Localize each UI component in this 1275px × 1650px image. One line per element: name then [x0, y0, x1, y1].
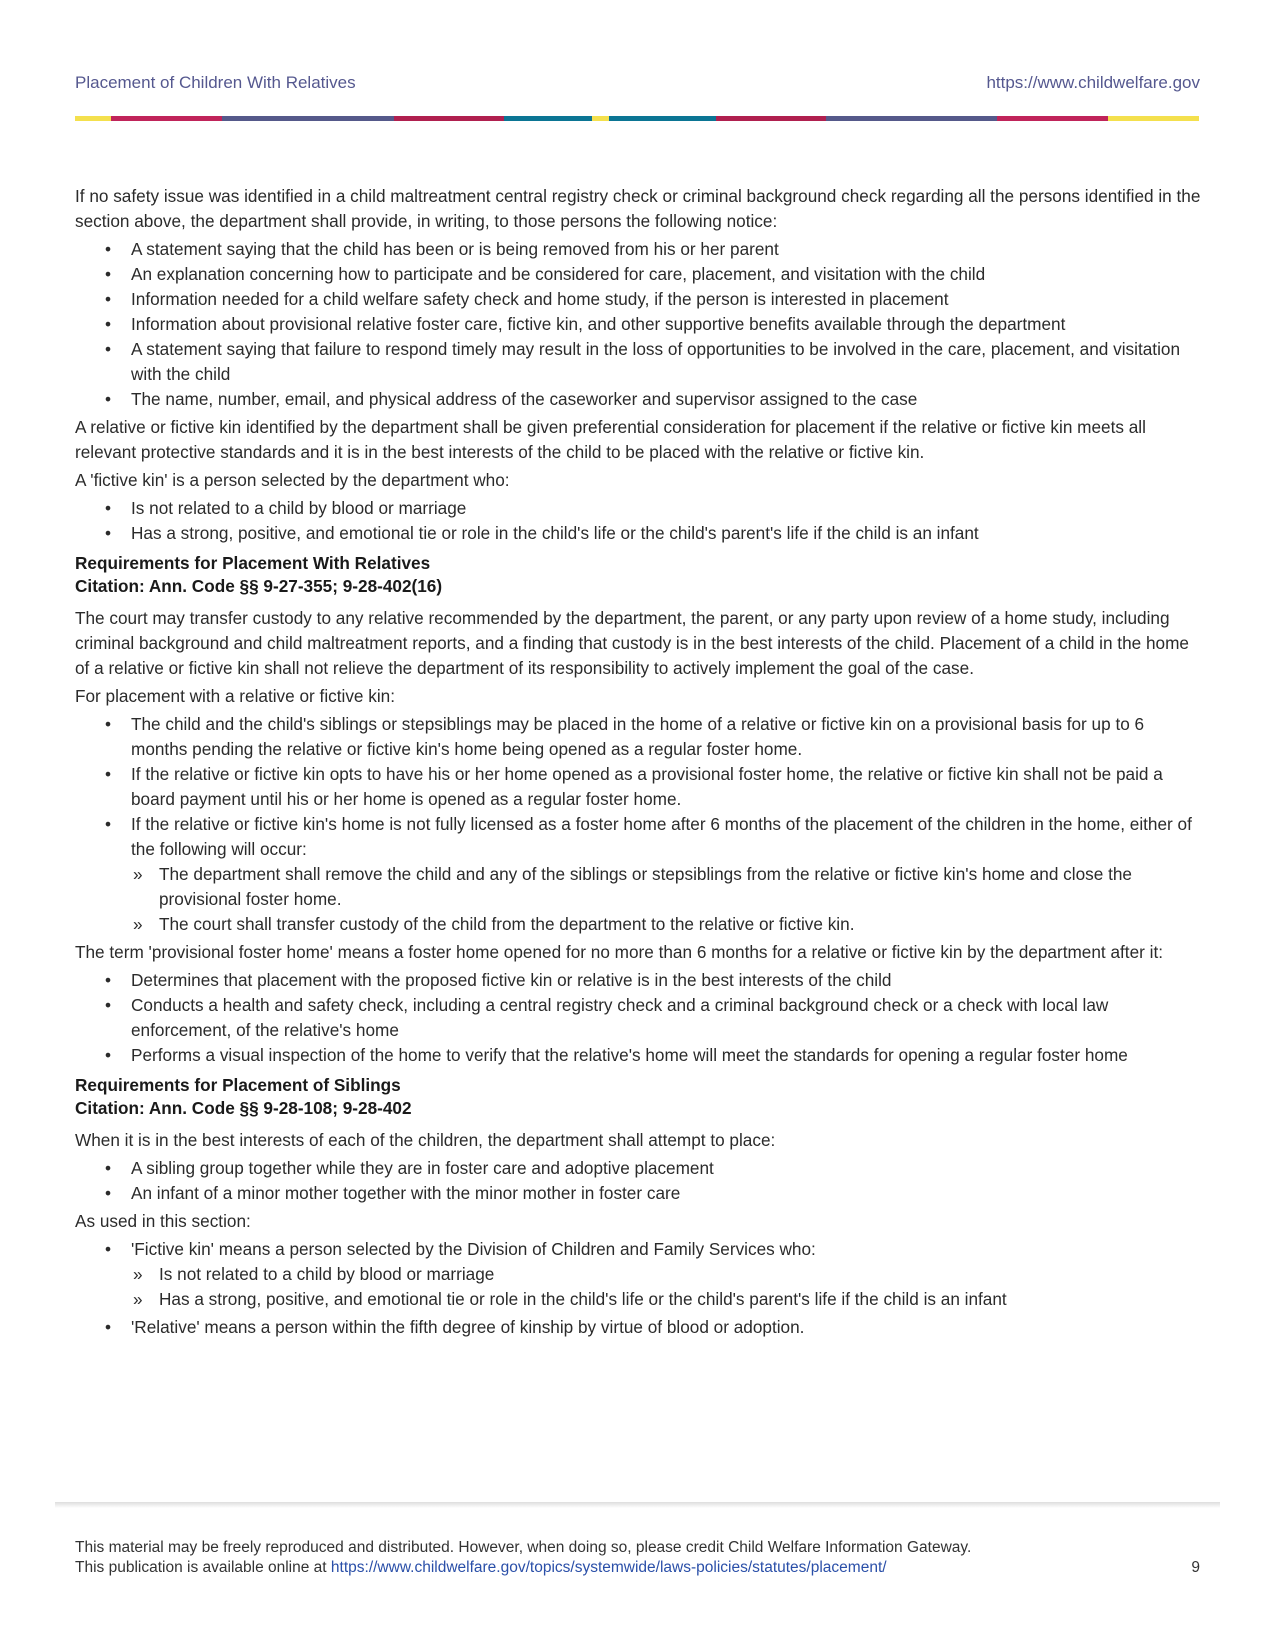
list-item: • An infant of a minor mother together with the minor mother in foster care: [131, 1181, 1201, 1206]
list-item: • Information needed for a child welfare safety check and home study, if the person is interested in placement: [131, 287, 1201, 312]
notice-list: [75, 237, 1201, 412]
footer-availability: This publication is available online at https://www.childwelfare.gov/topics/systemwide/laws-policies/statutes/placement/: [75, 1559, 887, 1576]
list-item: • A statement saying that the child has been or is being removed from his or her parent: [131, 237, 1201, 262]
paragraph: If no safety issue was identified in a child maltreatment central registry check or criminal background check regarding all the persons identified in the section above, the department shall provide, in writing, to those persons the following notice:: [75, 186, 1201, 231]
list-item: • A sibling group together while they are in foster care and adoptive placement: [131, 1156, 1201, 1181]
section-heading: Requirements for Placement of Siblings Citation: Ann. Code §§ 9-28-108; 9-28-402: [75, 1075, 412, 1118]
paragraph: A relative or fictive kin identified by the department shall be given preferential consideration for placement if the relative or fictive kin meets all relevant protective standards and it is in the best interests of the child to be placed with the relative or fictive kin.: [75, 417, 1146, 462]
placement-list: [75, 712, 1201, 937]
list-item: • Determines that placement with the proposed fictive kin or relative is in the best interests of the child: [131, 968, 1201, 993]
list-item: • A statement saying that failure to respond timely may result in the loss of opportunities to be involved in the care, placement, and visitation with the child: [131, 337, 1201, 387]
fictive-kin-list: [75, 496, 1201, 546]
footer-divider: [55, 1502, 1220, 1508]
siblings-list: [75, 1156, 1201, 1206]
page-header: [75, 73, 1200, 93]
list-item: • 'Relative' means a person within the fifth degree of kinship by virtue of blood or adoption.: [131, 1315, 1201, 1340]
page-number: 9: [1191, 1559, 1200, 1576]
provisional-list: [75, 968, 1201, 1068]
footer-credit: This material may be freely reproduced and distributed. However, when doing so, please credit Child Welfare Information Gateway.: [75, 1539, 972, 1556]
document-body: [75, 184, 1201, 1343]
list-item: • Information about provisional relative foster care, fictive kin, and other supportive benefits available through the department: [131, 312, 1201, 337]
sub-list: [131, 862, 1201, 937]
sub-item: » The court shall transfer custody of the child from the department to the relative or fictive kin.: [159, 912, 1201, 937]
page-footer: [75, 1538, 1200, 1578]
list-item: • If the relative or fictive kin opts to have his or her home opened as a provisional foster home, the relative or fictive kin shall not be paid a board payment until his or her home is opened as a regular foster home.: [131, 762, 1201, 812]
color-bar-divider: [75, 116, 1199, 121]
paragraph: The term 'provisional foster home' means a foster home opened for no more than 6 months for a relative or fictive kin by the department after it:: [75, 942, 1163, 962]
list-item: • Is not related to a child by blood or marriage: [131, 496, 1201, 521]
header-title: Placement of Children With Relatives: [75, 73, 356, 92]
header-url[interactable]: https://www.childwelfare.gov: [986, 73, 1200, 92]
sub-item: » The department shall remove the child and any of the siblings or stepsiblings from the relative or fictive kin's home and close the provisional foster home.: [159, 862, 1201, 912]
list-item: • Has a strong, positive, and emotional tie or role in the child's life or the child's parent's life if the child is an infant: [131, 521, 1201, 546]
list-item: • Conducts a health and safety check, including a central registry check and a criminal background check or a check with local law enforcement, of the relative's home: [131, 993, 1201, 1043]
paragraph: When it is in the best interests of each of the children, the department shall attempt to place:: [75, 1130, 776, 1150]
list-item: • The child and the child's siblings or stepsiblings may be placed in the home of a relative or fictive kin on a provisional basis for up to 6 months pending the relative or fictive kin's home being opened as a regular foster home.: [131, 712, 1201, 762]
paragraph: For placement with a relative or fictive kin:: [75, 686, 395, 706]
definitions-list: [75, 1237, 1201, 1340]
list-item: • The name, number, email, and physical address of the caseworker and supervisor assigned to the case: [131, 387, 1201, 412]
sub-item: » Has a strong, positive, and emotional tie or role in the child's life or the child's parent's life if the child is an infant: [159, 1287, 1201, 1312]
paragraph: A 'fictive kin' is a person selected by the department who:: [75, 470, 510, 490]
list-item: • 'Fictive kin' means a person selected by the Division of Children and Family Services who: » Is not related to a child by blood or marriage » Has a strong, positive, and emotional tie or role in the child's life or the child's parent's life if the child is an infant: [131, 1237, 1201, 1312]
list-item: • Performs a visual inspection of the home to verify that the relative's home will meet the standards for opening a regular foster home: [131, 1043, 1201, 1068]
footer-link[interactable]: https://www.childwelfare.gov/topics/systemwide/laws-policies/statutes/placement/: [330, 1559, 887, 1576]
sub-item: » Is not related to a child by blood or marriage: [159, 1262, 1201, 1287]
sub-list: [131, 1262, 1201, 1312]
paragraph: As used in this section:: [75, 1211, 251, 1231]
paragraph: The court may transfer custody to any relative recommended by the department, the parent, or any party upon review of a home study, including criminal background and child maltreatment reports, and a finding that custody is in the best interests of the child. Placement of a child in the home of a relative or fictive kin shall not relieve the department of its responsibility to actively implement the goal of the case.: [75, 608, 1189, 678]
section-heading: Requirements for Placement With Relatives Citation: Ann. Code §§ 9-27-355; 9-28-402(16): [75, 553, 443, 596]
list-item: • If the relative or fictive kin's home is not fully licensed as a foster home after 6 months of the placement of the children in the home, either of the following will occur: » The department shall remove the child and any of the siblings or stepsiblings from the relative or fictive kin's home and close the provisional foster home. » The court shall transfer custody of the child from the department to the relative or fictive kin.: [131, 812, 1201, 937]
list-item: • An explanation concerning how to participate and be considered for care, placement, and visitation with the child: [131, 262, 1201, 287]
